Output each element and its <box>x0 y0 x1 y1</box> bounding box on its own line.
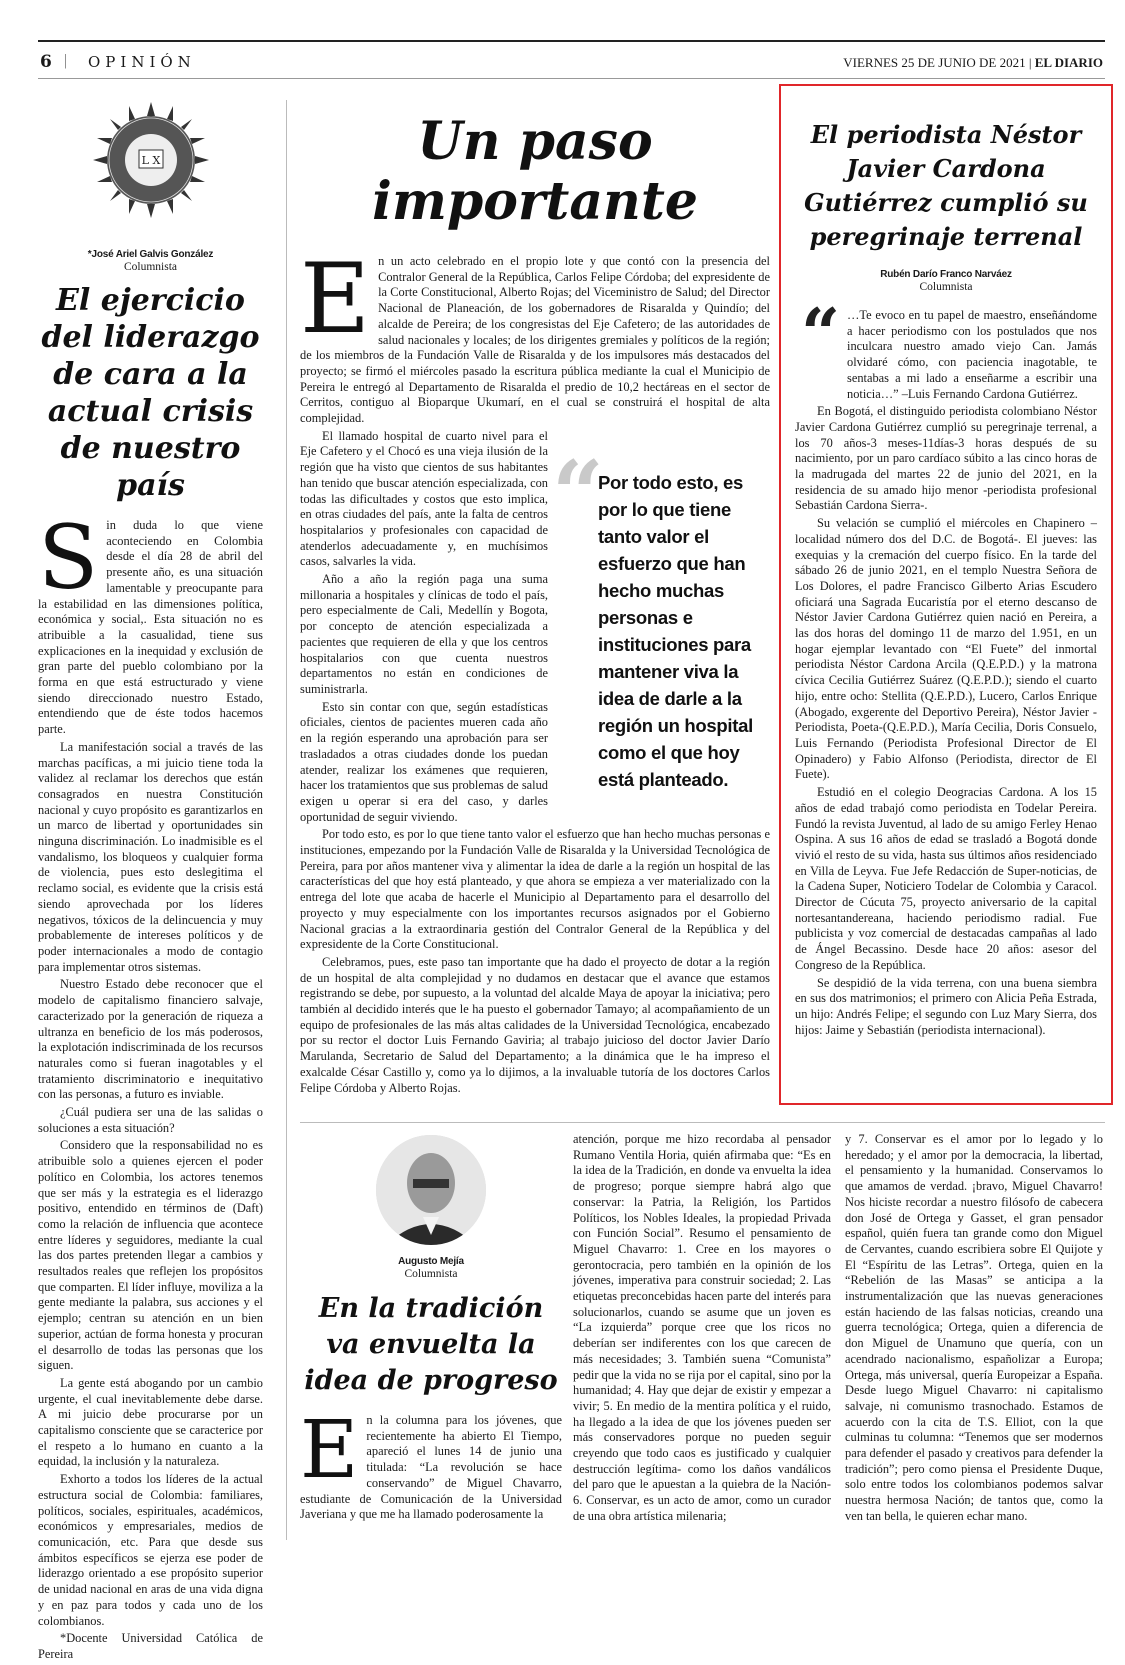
bottom-article-col2 <box>573 1132 831 1527</box>
article-body <box>38 506 263 1663</box>
author-name: Augusto Mejía <box>398 1256 464 1267</box>
paragraph: Por todo esto, es por lo que tiene tanto valor el esfuerzo que han hecho muchas personas e instituciones, empezando por la Fundación Valle de Risaralda y la Universidad Tecnológica de Pereira, para por años mantener viva y alimentar la idea de darle a la región un hospital de las características del que hoy está planteado, y que ahora se empieza a ver materializado con la entrega del lote que acaba de hacerle el Municipio al Departamento para el desarrollo del proyecto y muy especialmente con los importantes recursos asignados por el Gobierno Nacional gracias a la extraordinaria gestión del Contralor General de la República y del expresidente de la Corte Constitucional. <box>300 827 770 952</box>
paragraph: Esto sin contar con que, según estadísticas oficiales, cientos de pacientes mueren cada año en la región esperando una aprobación para ser trasladados a otras ciudades donde los puedan atender, realizar los exámenes que requieren, hacer los tratamientos que sus problemas de salud exigen u operar si era del caso, y darles oportunidad de seguir viviendo. <box>300 699 548 824</box>
section-name: OPINIÓN <box>88 53 196 71</box>
header-separator: | <box>64 52 68 69</box>
paragraph: atención, porque me hizo recordaba al pensador Rumano Ventila Horia, quién afirmaba que: “Es en la idea de la Tradición, en donde va envuelta la idea de progreso; porque siempre habrá algo que conservar: la Patria, la Religión, los Partidos Políticos, los Nobles Ideales, la propiedad Privada con Función Social”. Resumo el pensamiento de Miguel Chavarro: 1. Cree en los mayores o gerontocracia, pero también en la opinión de los jóvenes, imperativa para construir sociedad; 2. Las etiquetas preconcebidas hacen parte del interés para solucionarlos, cuando se asume que un joven es “La izquierda” porque cree que los ricos no deberían ser indiferentes con los que carecen de más necesidades; 3. También suena “Comunista” pedir que la vida no se rija por el capital, sino por la humanidad; 4. Hay que dejar de existir y empezar a vivir; 5. En medio de la mentira política y el ruido, ha llegado a la idea de que los jóvenes pueden ser más conservadores porque no pueden seguir creyendo que todo caos es justificado y cualquier destrucción legítima- como los daños vandálicos del paro que le apuestan a la quiebra de la Nación- 6. Conservar, es un acto de amor, como un curador de una obra artística milenaria; <box>573 1132 831 1523</box>
header-top-rule <box>38 40 1105 42</box>
drop-cap: S <box>38 506 99 609</box>
paragraph: Estudió en el colegio Deogracias Cardona. A los 15 años de edad trabajó como periodista en Todelar Pereira. Fundó la revista Juventud, al lado de su amigo Ferley Henao Ospina. A sus 16 años de edad se trasladó a Bogotá donde vivió el resto de su vida, hasta sus últimos años residenciado en Villa de Leyva. Fue Jefe Redacción de Super-noticias, de la Cadena Super, Noticiero Todelar de Colombia y Caracol. Director de Cúcuta 75, proyecto aniversario de la capital nortesantandereana, haciendo periodismo radial. Fue publicista y voz comercial de destacadas campañas al lado de Ángel Becassino. Desde hace 20 años: asesor del Congreso de la República. <box>795 785 1097 972</box>
paragraph: in duda lo que viene aconteciendo en Colombia desde el día 28 de abril del presente año, es una situación lamentable y preocupante para la estabilidad en las dimensiones política, económica y social,. Esta situación no es atribuible a la casualidad, tiene sus explicaciones en la inequidad y exclusión de gran parte del pueblo colombiano por la forma en que está estructurado y viene siendo direccionado nuestro Estado, entendiendo que de éste todos hacemos parte. <box>38 518 263 737</box>
bottom-article-col1 <box>300 1135 562 1525</box>
opening-quote <box>795 294 1097 402</box>
article-title: El periodista Néstor Javier Cardona Gutiérrez cumplió su peregrinaje terrenal <box>804 120 1088 251</box>
university-logo <box>91 100 211 220</box>
paragraph: n un acto celebrado en el propio lote y que contó con la presencia del Contralor General de la República, Carlos Felipe Córdoba; del expresidente de la Corte Constitucional, Alberto Rojas; del Viceministro de Salud; del Director Nacional de Planeación, de los gobernadores de Risaralda y Quindío; del alcalde de Pereira; de los congresistas del Eje Cafetero; de las autoridades de salud nacionales y locales; de los dirigentes gremiales y políticos de la región; de los miembros de la Fundación Valle de Risaralda y de los impulsores más destacados del proyecto; se firmó el miércoles pasado la escritura pública mediante la cual el Municipio de Pereira le entregó al Departamento de Risaralda el predio de 10,2 hectáreas en el sector de Cerritos, contiguo al Bioparque Ukumarí, en el cual se construirá el hospital de alta complejidad. <box>300 254 770 426</box>
page-number: 6 <box>40 52 52 72</box>
column-divider <box>286 100 287 1540</box>
paragraph: n la columna para los jóvenes, que recientemente ha abierto El Tiempo, apareció el lunes 14 de junio una titulada: “La revolución se hace conservando” de Miguel Chavarro, estudiante de Comunicación de la Universidad Javeriana y que me ha llamado poderosamente la <box>300 1413 562 1522</box>
bottom-article-col3 <box>845 1132 1103 1527</box>
bottom-section-rule <box>300 1122 1105 1123</box>
byline <box>38 248 263 274</box>
article-title: En la tradición va envuelta la idea de progreso <box>304 1293 558 1396</box>
quote-mark-icon: “ <box>801 294 841 374</box>
svg-text:L X: L X <box>141 154 160 167</box>
date-text: VIERNES 25 DE JUNIO DE 2021 <box>843 55 1026 70</box>
drop-cap: E <box>300 1403 359 1496</box>
paper-name: EL DIARIO <box>1034 55 1103 70</box>
right-article <box>795 118 1097 1040</box>
paragraph: ¿Cuál pudiera ser una de las salidas o soluciones a esta situación? <box>38 1105 263 1135</box>
byline <box>300 1255 562 1281</box>
paragraph: La manifestación social a través de las marchas pacíficas, a mi juicio tiene toda la validez al reclamar los derechos que están consagrados en nuestra Constitución nacional y cuyo propósito es garantizarlos en un marco de libertad y oportunidades sin ninguna discriminación. Lo inadmisible es el vandalismo, los bloqueos y cualquier forma de violencia, pues esto deslegitima el reclamo social, es evidente que la crisis está siendo aprovechada por los líderes negativos, tóxicos de la delincuencia y muy probablemente de intereses políticos y de poder internacionales a modo de contagio para implementar otros sistemas. <box>38 739 263 974</box>
author-role: Columnista <box>919 281 973 293</box>
author-role: Columnista <box>404 1268 458 1280</box>
paragraph: Se despidió de la vida terrena, con una buena siembra en sus dos matrimonios; el primero con Alicia Peña Estrada, un hijo: Andrés Felipe; el segundo con Luz Mary Sierra, dos hijos: Jaime y Sebastián (periodista internacional). <box>795 975 1097 1037</box>
paragraph: Su velación se cumplió el miércoles en Chapinero –localidad número dos del D.C. de Bogotá-. El jueves: las exequias y la cremación del cuerpo físico. En la tarde del sábado 26 de junio 2021, en el templo Nuestra Señora de Los Dolores, el padre Francisco Gilberto Arias Escudero oficiará una Sagrada Eucaristía por el eterno descanso de Néstor Javier Cardona Gutiérrez quien nació en Pereira, a las dos horas del domingo 11 de marzo del 1.951, en un hogar ejemplar levantado con “El Fuete” del inmortal periodista Néstor Cardona Arcila (Q.E.P.D.) y la matrona cívica Cecilia Gutiérrez Suárez (Q.E.P.D.); siendo el cuarto hijo, entre ocho: Stellita (Q.E.P.D.), Lucero, Carlos Enrique (Abogado, exgerente del Deportivo Pereira), Néstor Javier -Periodista, Poeta-(Q.E.P.D.), María Cecilia, Doris Consuelo, Luis Fernando (Periodista Profesional Director de El Opinadero) y Fabio Alfonso (Periodista, director de El Fuete). <box>795 516 1097 782</box>
date-line: VIERNES 25 DE JUNIO DE 2021 | EL DIARIO <box>843 55 1103 70</box>
left-article <box>38 100 263 1665</box>
paragraph: La gente está abogando por un cambio urgente, el cual inevitablemente debe darse. A mi juicio debe procurarse por un capitalismo consciente que se caracterice por el respeto a lo humano en cuanto a la equidad, la inclusión y la naturaleza. <box>38 1375 263 1469</box>
drop-cap: E <box>300 243 371 355</box>
paragraph: El llamado hospital de cuarto nivel para el Eje Cafetero y el Chocó es una vieja ilusión de la región que ha visto que cientos de sus habitantes han tenido que buscar atención especializada, con todas las dificultades y costos que esto implica, en otras ciudades del país, ante la falta de centros hospitalarios y profesionales con capacidad de atenderlos adecuadamente y, en muchísimos casos, salvarles la vida. <box>300 428 548 569</box>
paragraph: Nuestro Estado debe reconocer que el modelo de capitalismo financiero salvaje, caracterizado por la generación de riqueza a ultranza en beneficio de los más poderosos, la explotación indiscriminada de los recursos naturales como si fueran inagotables y el tratamiento discriminatorio e inequitativo con las personas, a futuro es inviable. <box>38 977 263 1102</box>
author-note: *Docente Universidad Católica de Pereira <box>38 1631 263 1661</box>
center-article <box>300 110 770 1098</box>
paragraph: y 7. Conservar es el amor por lo legado y lo heredado; y el amor por la democracia, la libertad, el pensamiento y la humanidad. Conservamos lo que amamos de verdad. ¡bravo, Miguel Chavarro! Nos hiciste recordar a nuestro filósofo de cabecera don José de Ortega y Gasset, el gran pensador español, quién fuera tan grande como don Miguel de Cervantes, cuando escribiera sobre El Quijote y El “Espíritu de las Letras”. Ortega, quien en la “Rebelión de las Masas” se anticipa a la instrumentalización que las nuevas generaciones están haciendo de las falsas noticias, creando una guerra tecnológica; Ortega, quien a diferencia de don Miguel de Unamuno que quería, con un acendrado nacionalismo, españolizar a Europa; Ortega, más universal, quería Europeizar a España. Desde luego Miguel Chavarro: ni capitalismo salvaje, ni comunismo trasnochado. Estamos de acuerdo con la cita de T.S. Elliot, con la que culminas tu columna: “Tenemos que ser modernos para defender el pasado y creativos para defender la tradición”; pero como piensa el Presidente Duque, solo entre todos los colombianos podemos salvar nuestra hermosa Nación; de tantos que, como la ven tan bella, le quieren echar mano. <box>845 1132 1103 1523</box>
pull-quote-text: Por todo esto, es por lo que tiene tanto valor el esfuerzo que han hecho muchas personas e instituciones para mantener viva la idea de darle a la región un hospital como el que hoy está planteado. <box>598 471 753 790</box>
header-bottom-rule <box>38 78 1105 79</box>
paragraph: Año a año la región paga una suma millonaria a hospitales y clínicas de todo el país, pero especialmente de Cali, Medellín y Bogota, por concepto de atención especializada a pacientes que requieren de ella y que los centros hospitalarios con que cuenta nuestros departamentos no están en condiciones de suministrarla. <box>300 572 548 696</box>
byline <box>795 268 1097 294</box>
pull-quote <box>552 440 770 793</box>
quote-text: …Te evoco en tu papel de maestro, enseñándome a hacer periodismo con los postulados que nos inculcara nuestro amado viejo Can. Jamás olvidaré cómo, con paciencia inagotable, te sentabas a mi lado a enseñarme a escribir una noticia…” –Luis Fernando Cardona Gutiérrez. <box>847 308 1097 401</box>
article-body <box>300 243 770 1096</box>
author-name: *José Ariel Galvis González <box>87 249 214 260</box>
article-title: Un paso importante <box>372 111 698 232</box>
paragraph: Celebramos, pues, este paso tan importante que ha dado el proyecto de dotar a la región de un hospital de alta complejidad y no dudamos en destacar que el avance que estamos registrando se debe, por supuesto, a la voluntad del alcalde Maya de apoyar la iniciativa; pero también al decidido interés que le ha puesto el gobernador Tamayo; al acompañamiento de un equipo de profesionales de las más altas calidades de la Universidad Tecnológica, encabezado por su rector el doctor Luis Fernando Gaviria; al trabajo juicioso del doctor Javier Darío Marulanda, Secretario de Salud del Departamento; a la dinámica que le ha impreso el exalcalde César Castillo y, como ya lo dijimos, a la invaluable tutoría de los doctores Carlos Felipe Córdoba y Alberto Rojas. <box>300 954 770 1095</box>
quote-mark-icon: “ <box>552 440 604 547</box>
author-role: Columnista <box>123 261 178 273</box>
article-title: El ejercicio del liderazgo de cara a la actual crisis de nuestro país <box>41 283 260 503</box>
paragraph: Considero que la responsabilidad no es atribuible solo a quienes ejercen el poder político en Colombia, los actores tenemos que ser más y la estrategia es el liderazgo positivo, entendido en términos de (Daft) como la relación de influencia que acontece entre líderes y seguidores, mediante la cual las dos partes pretenden llegar a cambios y resultados reales que reflejen los propósitos que comparten. El líder influye, moviliza a la gente mediante la palabra, sus acciones y el ejemplo; centran su atención en un bien superior, actúan de forma honesta y procuran el desarrollo de todas las personas que los siguen. <box>38 1138 263 1373</box>
author-name: Rubén Darío Franco Narváez <box>880 269 1012 280</box>
paragraph: En Bogotá, el distinguido periodista colombiano Néstor Javier Cardona Gutiérrez cumplió su peregrinaje terrenal, a los 70 años-3 meses-11días-3 horas después de su nacimiento, por un paro cardíaco súbito a las cinco horas de la madrugada del martes 22 de junio del 2021, en la residencia de su amado hijo menor -periodista profesional Sebastián Cardona Sierra-. <box>795 404 1097 513</box>
paragraph: Exhorto a todos los líderes de la actual estructura social de Colombia: familiares, políticos, sociales, espirituales, académicos, económicos y empresariales, medios de comunicación, etc. Para que desde sus ámbitos específicos se ejerza ese poder de liderazgo orientado a ese propósito superior de unidad nacional en aras de una vida digna y en paz para todos y cada uno de los colombianos. <box>38 1472 263 1628</box>
author-photo <box>376 1135 486 1245</box>
